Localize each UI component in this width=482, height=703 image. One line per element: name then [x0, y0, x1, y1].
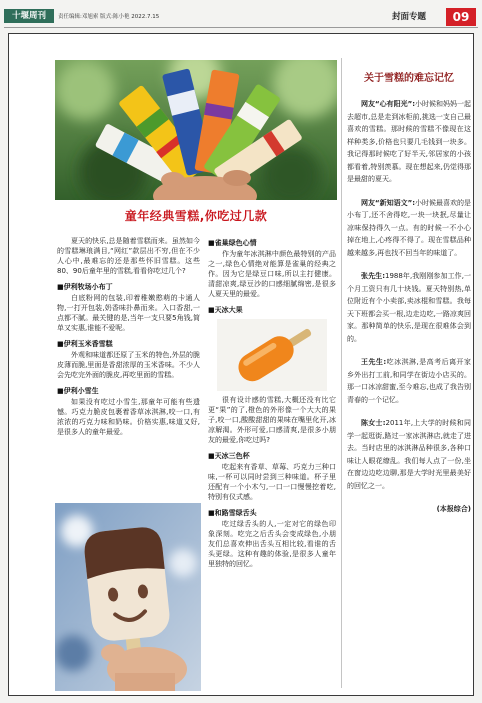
section-heading: ■伊利牧场小布丁 [57, 283, 113, 291]
section-body: 外观和味道都还原了玉米的特色,外层的脆皮薄而脆,里面是香甜浓厚的玉米香味。不少人会先吃完外面的脆皮,再吃里面的雪糕。 [57, 351, 200, 379]
topic-label: 封面专题 [392, 12, 427, 22]
article-intro: 夏天的快乐,总是随着雪糕而来。虽然如今的雪糕琳琅满目,“网红”款层出不穷,但在不少人心中,最难忘的还是那些怀旧雪糕。这些80、90后童年里的雪糕,看看你吃过几个? [57, 237, 200, 275]
entry-speaker: 陈女士: [361, 419, 386, 427]
section-body: 如果没有吃过小雪生,那童年可能有些遗憾。巧克力脆皮包裹着香草冰淇淋,咬一口,有浓浓的巧克力味和奶味。价格实惠,味道又好,是很多人的童年最爱。 [57, 398, 200, 436]
section-heading: ■天冰三色杯 [208, 452, 250, 460]
sidebar-entry [347, 98, 471, 186]
sidebar-title: 关于雪糕的难忘记忆 [364, 73, 454, 84]
section-body: 吃起来有香草、草莓、巧克力三种口味,一杯可以同时尝到三种味道。杯子里还配有一个小木勺,一口一口慢慢挖着吃,特别有仪式感。 [208, 463, 336, 501]
page-number: 09 [446, 8, 476, 26]
section-heading: ■伊利玉米香雪糕 [57, 340, 113, 348]
entry-text: 2011年,上大学的时候和同学一起逛街,路过一家冰淇淋店,就走了进去。当时店里的冰淇淋品种很多,各种口味让人眼花缭乱。我们每人点了一份,坐在窗边边吃边聊,那是大学时光里最美好的回忆之一。 [347, 419, 471, 490]
article-title: 童年经典雪糕,你吃过几款 [124, 209, 268, 223]
editor-credits: 责任编辑:邓旭索 版式:陈小艳 2022.7.15 [58, 14, 160, 20]
section-body: 作为童年冰淇淋中颜色最特别的产品之一,绿色心情绝对能算是雀巢的经典之作。因为它是绿豆口味,所以主打健康。清甜凉爽,绿豆沙的口感细腻绵密,是很多人夏天里的最爱。 [208, 250, 336, 298]
header-rule [4, 27, 478, 28]
middle-column [208, 236, 336, 688]
source-note: (本报综合) [436, 505, 471, 513]
entry-text: 小时候最喜欢的是小布丁,还不舍得吃,一块一块抿,尽量让凉味保持得久一点。有的时候一不小心掉在地上,心疼得不得了。现在雪糕品种越来越多,再也找不回当年的味道了。 [347, 198, 471, 257]
sidebar-column [347, 66, 471, 690]
section-body: 很有设计感的雪糕,大概还没有比它更“果”的了,橙色的外形像一个大大的果子,咬一口,酸酸甜甜的果味在嘴里化开,冰凉解渴。外形可爱,口感清爽,是很多小朋友的最爱,你吃过吗? [208, 396, 336, 444]
section-tag: 十堰周刊 [4, 9, 54, 23]
entry-text: 小时候和妈妈一起去超市,总是走到冰柜前,挑选一支自己最喜欢的雪糕。那时候的雪糕不像现在这样种类多,价格也只要几毛钱到一块多。我记得那时候吃了好半天,邻居家的小孩都看着,特别羡慕。现在想起来,仍觉得那是最甜的夏天。 [347, 100, 471, 183]
section-heading: ■和路雪绿舌头 [208, 509, 257, 517]
entry-speaker: 网友“新知语文”: [361, 198, 416, 207]
cover-photo [55, 60, 337, 200]
entry-text: 1988年,我刚刚参加工作,一个月工资只有几十块钱。夏天特别热,单位附近有个小卖部,卖冰棍和雪糕。我每天下班都会买一根,边走边吃,一路凉爽回家。那种简单的快乐,是现在很难体会到的。 [347, 272, 471, 343]
sidebar-entry [347, 270, 471, 345]
section-heading: ■天冰大果 [208, 306, 243, 314]
orange-popsicle-photo [217, 319, 327, 391]
column-divider [341, 58, 342, 688]
sidebar-entry [347, 417, 471, 492]
sidebar-entry [347, 197, 471, 260]
entry-speaker: 张先生: [361, 272, 385, 280]
entry-speaker: 网友“心有阳光”: [361, 100, 416, 108]
entry-text: 吃冰淇淋,是高考后离开家乡外出打工前,和同学在街边小店买的。那一口冰凉甜蜜,至今难忘,也成了我告别青春的一个记忆。 [347, 358, 471, 404]
section-body: 白底粉网的包装,印着稚嫩憨萌的卡通人物,一打开包装,奶香味扑鼻而来。入口香甜,一点都不腻。最关键的是,当年一支只要5角钱,简单又实惠,谁能不爱呢。 [57, 294, 200, 332]
section-heading: ■伊利小雪生 [57, 387, 99, 395]
section-heading: ■雀巢绿色心情 [208, 239, 257, 247]
section-body: 吃过绿舌头的人,一定对它的绿色印象深刻。吃完之后舌头会变成绿色,小朋友们总喜欢伸出舌头互相比较,看谁的舌头更绿。这种有趣的体验,是很多人童年里独特的回忆。 [208, 520, 336, 568]
entry-speaker: 王先生: [361, 358, 387, 366]
left-column [57, 236, 200, 498]
face-popsicle-photo [55, 503, 201, 691]
sidebar-entry [347, 356, 471, 406]
